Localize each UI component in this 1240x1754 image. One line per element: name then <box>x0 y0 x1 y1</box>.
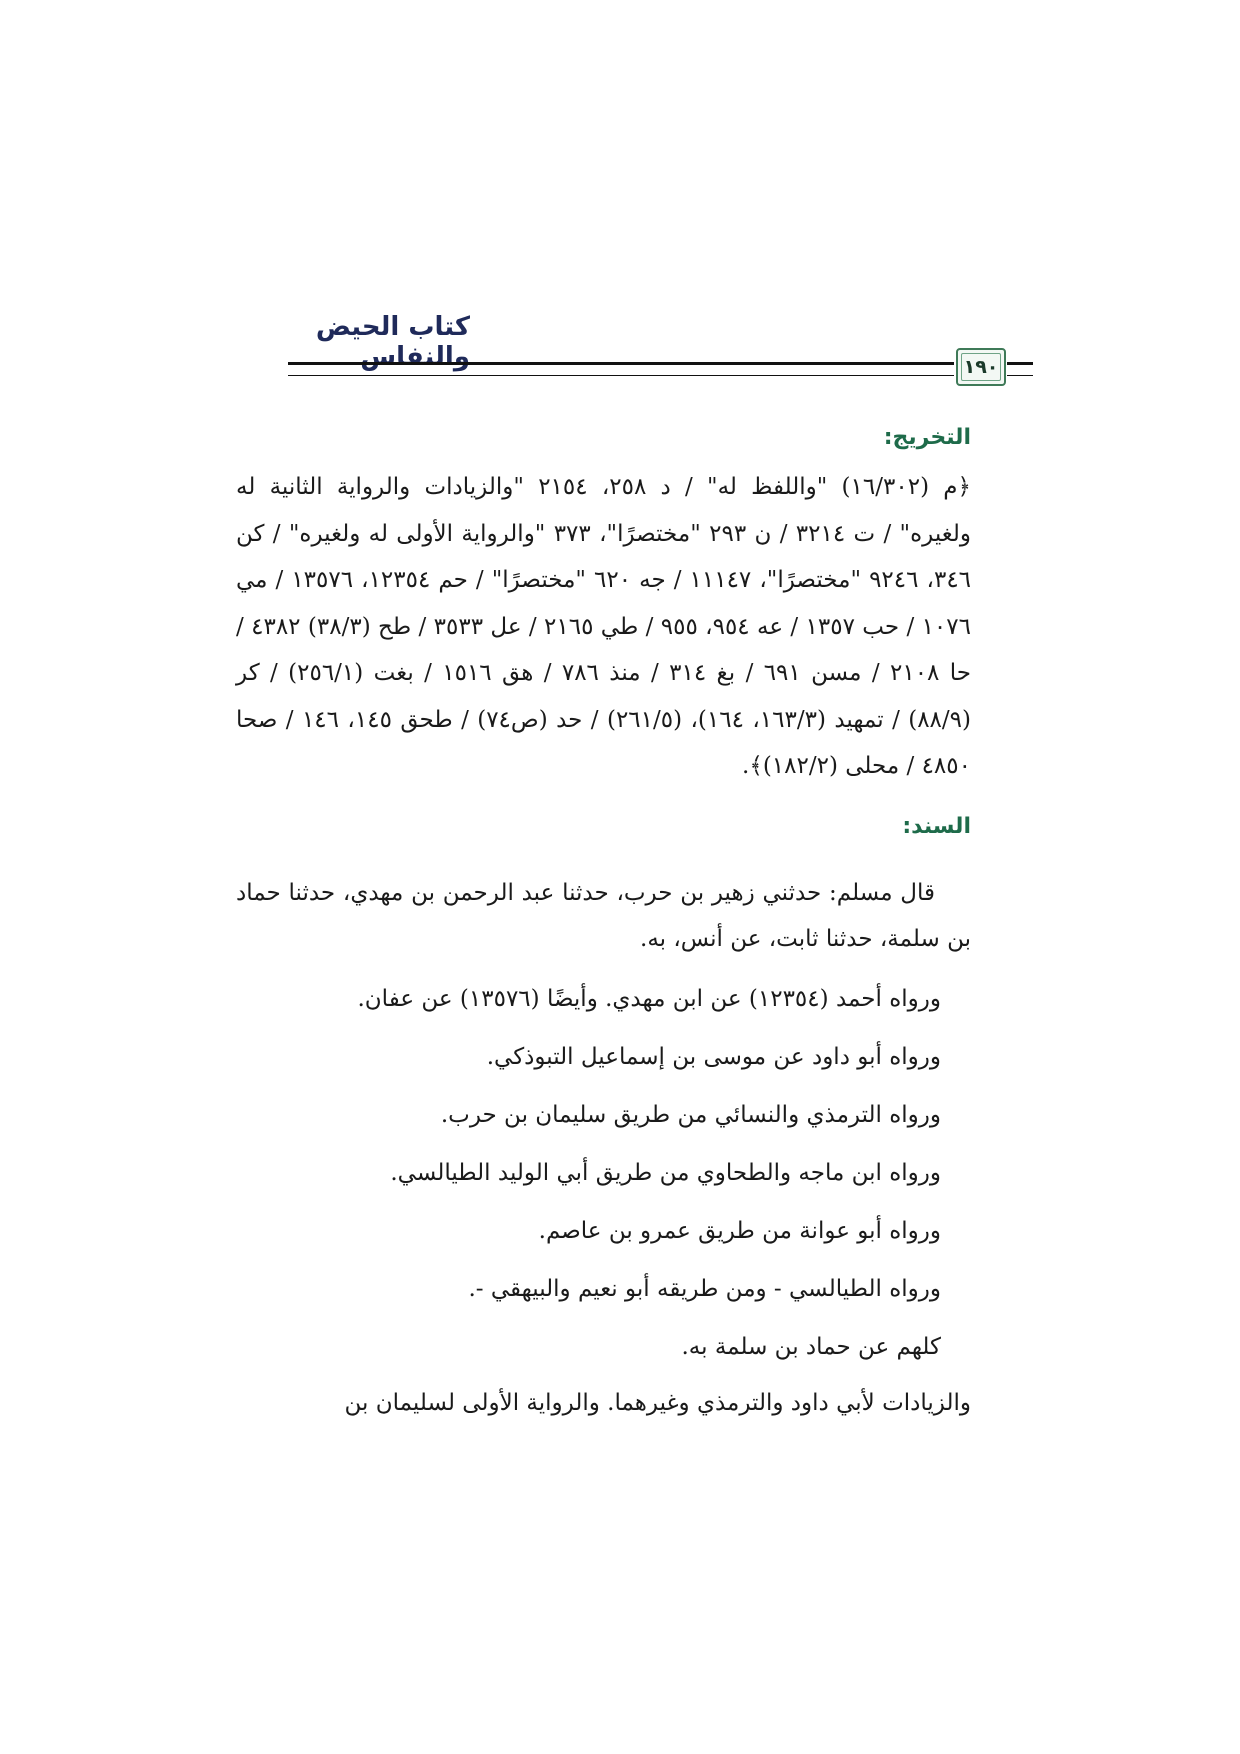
takhrij-heading: التخريج: <box>883 425 971 450</box>
page-number-badge <box>956 348 1006 386</box>
sanad-heading: السند: <box>902 813 971 839</box>
header-rule-stub <box>1007 362 1033 376</box>
header-rule <box>288 362 954 376</box>
sanad-closing: والزيادات لأبي داود والترمذي وغيرهما. والرواية الأولى لسليمان بن <box>344 1389 971 1416</box>
page-number: ١٩٠ <box>963 356 999 378</box>
sanad-line: ورواه أحمد (١٢٣٥٤) عن ابن مهدي. وأيضًا (١٣٥٧٦) عن عفان. <box>357 985 941 1012</box>
running-header-title: كتاب الحيض والنفاس <box>315 312 470 372</box>
sanad-intro: قال مسلم: حدثني زهير بن حرب، حدثنا عبد الرحمن بن مهدي، حدثنا حماد بن سلمة، حدثنا ثابت، عن أنس، به. <box>236 879 971 952</box>
page-content <box>236 400 971 1426</box>
sanad-line: كلهم عن حماد بن سلمة به. <box>681 1333 941 1360</box>
sanad-line: ورواه الطيالسي - ومن طريقه أبو نعيم والبيهقي -. <box>468 1275 941 1302</box>
takhrij-text: ﴿م (١٦/٣٠٢) "واللفظ له" / د ٢٥٨، ٢١٥٤ "والزيادات والرواية الثانية له ولغيره" / ت ٣٢١٤ / ن ٢٩٣ "مختصرًا"، ٣٧٣ "والرواية الأولى له ولغيره" / كن ٣٤٦، ٩٢٤٦ "مختصرًا"، ١١١٤٧ / جه ٦٢٠ "مختصرًا" / حم ١٢٣٥٤، ١٣٥٧٦ / مي ١٠٧٦ / حب ١٣٥٧ / عه ٩٥٤، ٩٥٥ / طي ٢١٦٥ / عل ٣٥٣٣ / طح (٣٨/٣) ٤٣٨٢ / حا ٢١٠٨ / مسن ٦٩١ / بغ ٣١٤ / منذ ٧٨٦ / هق ١٥١٦ / بغت (٢٥٦/١) / كر (٨٨/٩) / تمهيد (١٦٣/٣، ١٦٤)، (٢٦١/٥) / حد (ص٧٤) / طحق ١٤٥، ١٤٦ / صحا ٤٨٥٠ / محلى (١٨٢/٢)﴾. <box>236 474 972 779</box>
sanad-line: ورواه الترمذي والنسائي من طريق سليمان بن حرب. <box>440 1101 941 1128</box>
sanad-line: ورواه أبو عوانة من طريق عمرو بن عاصم. <box>538 1217 941 1244</box>
sanad-line: ورواه أبو داود عن موسى بن إسماعيل التبوذكي. <box>486 1043 941 1070</box>
sanad-line: ورواه ابن ماجه والطحاوي من طريق أبي الوليد الطيالسي. <box>390 1159 941 1186</box>
